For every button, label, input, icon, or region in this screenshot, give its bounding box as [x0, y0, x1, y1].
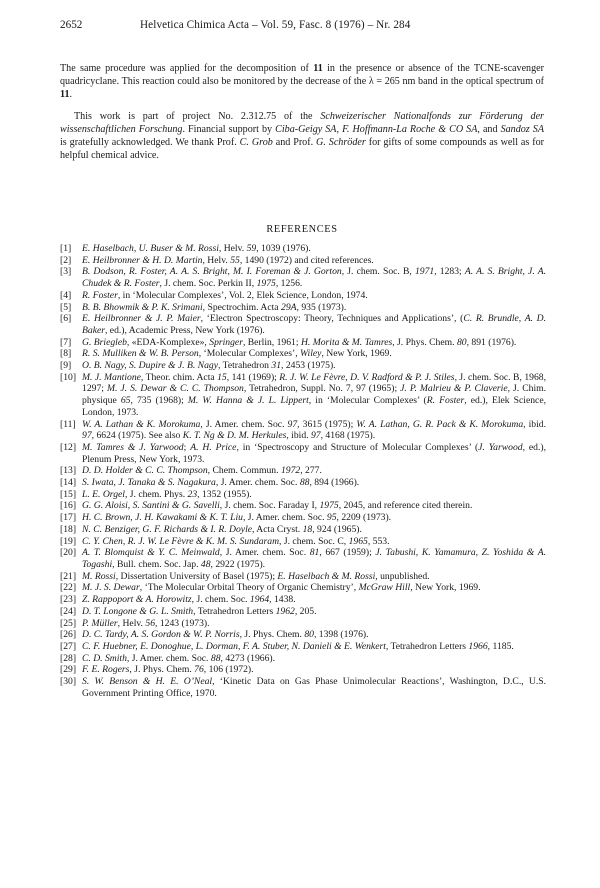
reference-text: M. Tamres & J. Yarwood; A. H. Price, in ‘Spectroscopy and Structure of Molecular Complexes’ (J. Yarwood, ed.), Plenum Press, New York, 1973. — [82, 441, 546, 465]
reference-item — [60, 676, 546, 699]
reference-text: W. A. Lathan & K. Morokuma, J. Amer. chem. Soc. 97, 3615 (1975); W. A. Lathan, G. R. Pack & K. Morokuma, ibid. 97, 6624 (1975). See also K. T. Ng & D. M. Herkules, ibid. 97, 4168 (1975). — [82, 418, 546, 442]
reference-item — [60, 500, 546, 512]
reference-number: [22] — [60, 582, 77, 594]
reference-number: [25] — [60, 617, 77, 629]
reference-number: [4] — [60, 289, 72, 301]
reference-item — [60, 664, 546, 676]
reference-text: H. C. Brown, J. H. Kawakami & K. T. Liu, J. Amer. chem. Soc. 95, 2209 (1973). — [82, 512, 392, 524]
reference-number: [2] — [60, 254, 72, 266]
reference-text: A. T. Blomquist & Y. C. Meinwald, J. Amer. chem. Soc. 81, 667 (1959); J. Tabushi, K. Yamamura, Z. Yoshida & A. Togashi, Bull. chem. Soc. Jap. 48, 2922 (1975). — [82, 547, 546, 570]
reference-text: C. D. Smith, J. Amer. chem. Soc. 88, 4273 (1966). — [82, 652, 276, 664]
reference-number: [5] — [60, 301, 72, 313]
reference-text: N. C. Benziger, G. F. Richards & I. R. Doyle, Acta Cryst. 18, 924 (1965). — [82, 523, 362, 535]
reference-number: [13] — [60, 465, 77, 477]
reference-text: R. Foster, in ‘Molecular Complexes’, Vol. 2, Elek Science, London, 1974. — [82, 289, 368, 301]
reference-number: [20] — [60, 547, 77, 559]
reference-item — [60, 524, 546, 536]
reference-number: [9] — [60, 360, 72, 372]
reference-number: [14] — [60, 477, 77, 489]
reference-item — [60, 571, 546, 583]
reference-item — [60, 313, 546, 336]
reference-number: [18] — [60, 523, 77, 535]
reference-text: D. D. Holder & C. C. Thompson, Chem. Commun. 1972, 277. — [82, 465, 322, 477]
reference-number: [6] — [60, 313, 72, 325]
reference-item — [60, 653, 546, 665]
reference-item — [60, 618, 546, 630]
reference-item — [60, 442, 546, 465]
references-heading: REFERENCES — [266, 224, 338, 235]
page-header — [60, 17, 544, 33]
reference-text: B. Dodson, R. Foster, A. A. S. Bright, M. I. Foreman & J. Gorton, J. chem. Soc. B, 1971, 1283; A. A. S. Bright, J. A. Chudek & R. Foster, J. chem. Soc. Perkin II, 1975, 1256. — [82, 266, 546, 290]
reference-number: [16] — [60, 500, 77, 512]
reference-number: [10] — [60, 371, 77, 383]
reference-item — [60, 290, 546, 302]
reference-item — [60, 594, 546, 606]
reference-item — [60, 582, 546, 594]
reference-text: G. Briegleb, «EDA-Komplexe», Springer, Berlin, 1961; H. Morita & M. Tamres, J. Phys. Chem. 80, 891 (1976). — [82, 336, 517, 348]
reference-text: S. Iwata, J. Tanaka & S. Nagakura, J. Amer. chem. Soc. 88, 894 (1966). — [82, 477, 360, 489]
reference-item — [60, 477, 546, 489]
reference-number: [27] — [60, 640, 77, 652]
reference-number: [30] — [60, 676, 77, 688]
reference-text: F. E. Rogers, J. Phys. Chem. 76, 106 (1972). — [82, 664, 254, 676]
reference-number: [1] — [60, 243, 72, 254]
references-list — [60, 243, 546, 699]
reference-text: M. J. S. Dewar, ‘The Molecular Orbital Theory of Organic Chemistry’, McGraw Hill, New York, 1969. — [82, 582, 481, 594]
reference-text: C. Y. Chen, R. J. W. Le Fèvre & K. M. S. Sundaram, J. chem. Soc. C, 1965, 553. — [82, 535, 390, 547]
reference-number: [11] — [60, 418, 76, 430]
reference-text: E. Haselbach, U. Buser & M. Rossi, Helv. 59, 1039 (1976). — [82, 243, 311, 254]
reference-item — [60, 302, 546, 314]
reference-item — [60, 641, 546, 653]
reference-text: D. C. Tardy, A. S. Gordon & W. P. Norris, J. Phys. Chem. 80, 1398 (1976). — [82, 629, 369, 641]
reference-text: C. F. Huebner, E. Donoghue, L. Dorman, F. A. Stuber, N. Danieli & E. Wenkert, Tetrahedron Letters 1966, 1185. — [82, 640, 514, 652]
reference-item — [60, 606, 546, 618]
reference-text: P. Müller, Helv. 56, 1243 (1973). — [82, 617, 210, 629]
reference-text: G. G. Aloisi, S. Santini & G. Savelli, J. chem. Soc. Faraday I, 1975, 2045, and reference cited therein. — [82, 500, 473, 512]
reference-item — [60, 465, 546, 477]
reference-text: D. T. Longone & G. L. Smith, Tetrahedron Letters 1962, 205. — [82, 605, 317, 617]
reference-item — [60, 337, 546, 349]
reference-item — [60, 360, 546, 372]
reference-number: [7] — [60, 336, 72, 348]
reference-text: Z. Rappoport & A. Horowitz, J. chem. Soc. 1964, 1438. — [82, 594, 296, 606]
reference-number: [19] — [60, 535, 77, 547]
reference-text: E. Heilbronner & J. P. Maier, ‘Electron Spectroscopy: Theory, Techniques and Applications’, (C. R. Brundle, A. D. Baker, ed.), Academic Press, New York (1976). — [82, 313, 547, 336]
reference-number: [12] — [60, 441, 77, 453]
reference-number: [3] — [60, 266, 72, 278]
reference-item — [60, 243, 546, 255]
reference-number: [21] — [60, 570, 77, 582]
reference-text: M. J. Mantione, Theor. chim. Acta 15, 141 (1969); R. J. W. Le Fèvre, D. V. Radford & P. J. Stiles, J. chem. Soc. B, 1968, 1297; M. J. S. Dewar & C. C. Thompson, Tetrahedron, Suppl. No. 7, 97 (1965); J. P. Malrieu & P. Claverie, J. Chim. physique 65, 735 (1968); M. W. Hanna & J. L. Lippert, in ‘Molecular Complexes’ (R. Foster, ed.), Elek Science, London, 1973. — [82, 371, 547, 418]
reference-item — [60, 372, 546, 419]
reference-number: [24] — [60, 605, 77, 617]
reference-text: M. Rossi, Dissertation University of Basel (1975); E. Haselbach & M. Rossi, unpublished. — [82, 570, 430, 582]
reference-number: [17] — [60, 512, 77, 524]
reference-item — [60, 512, 546, 524]
reference-text: L. E. Orgel, J. chem. Phys. 23, 1352 (1955). — [82, 488, 252, 500]
paragraph-procedure: The same procedure was applied for the decomposition of 11 in the presence or absence of the TCNE-scavenger quadricyclane. This reaction could also be monitored by the decrease of the λ = 265 nm band in the optical spectrum of 11. — [60, 63, 544, 100]
reference-text: O. B. Nagy, S. Dupire & J. B. Nagy, Tetrahedron 31, 2453 (1975). — [82, 360, 336, 372]
reference-item — [60, 255, 546, 267]
reference-number: [23] — [60, 594, 77, 606]
reference-number: [28] — [60, 652, 77, 664]
reference-item — [60, 419, 546, 442]
reference-item — [60, 266, 546, 289]
reference-number: [15] — [60, 488, 77, 500]
paragraph-acknowledgement: This work is part of project No. 2.312.75 of the Schweizerischer Nationalfonds zur Förderung der wissenschaftlichen Forschung. Financial support by Ciba-Geigy SA, F. Hoffmann-La Roche & CO SA, and Sandoz SA is gratefully acknowledged. We thank Prof. C. Grob and Prof. G. Schröder for gifts of some compounds as well as for helpful chemical advice. — [60, 111, 545, 161]
reference-item — [60, 629, 546, 641]
reference-text: S. W. Benson & H. E. O’Neal, ‘Kinetic Data on Gas Phase Unimolecular Reactions’, Washington, D.C., U.S. Government Printing Office, 1970. — [82, 676, 547, 699]
reference-item — [60, 489, 546, 501]
body-text — [60, 62, 544, 162]
running-title: Helvetica Chimica Acta – Vol. 59, Fasc. 8 (1976) – Nr. 284 — [140, 19, 411, 31]
reference-item — [60, 348, 546, 360]
reference-item — [60, 536, 546, 548]
reference-number: [8] — [60, 348, 72, 360]
reference-text: R. S. Mulliken & W. B. Person, ‘Molecular Complexes’, Wiley, New York, 1969. — [82, 348, 392, 360]
reference-text: E. Heilbronner & H. D. Martin, Helv. 55, 1490 (1972) and cited references. — [82, 254, 374, 266]
reference-text: B. B. Bhowmik & P. K. Srimani, Spectrochim. Acta 29A, 935 (1973). — [82, 301, 347, 313]
reference-item — [60, 547, 546, 570]
reference-number: [26] — [60, 629, 77, 641]
page-number: 2652 — [60, 19, 83, 31]
reference-number: [29] — [60, 664, 77, 676]
